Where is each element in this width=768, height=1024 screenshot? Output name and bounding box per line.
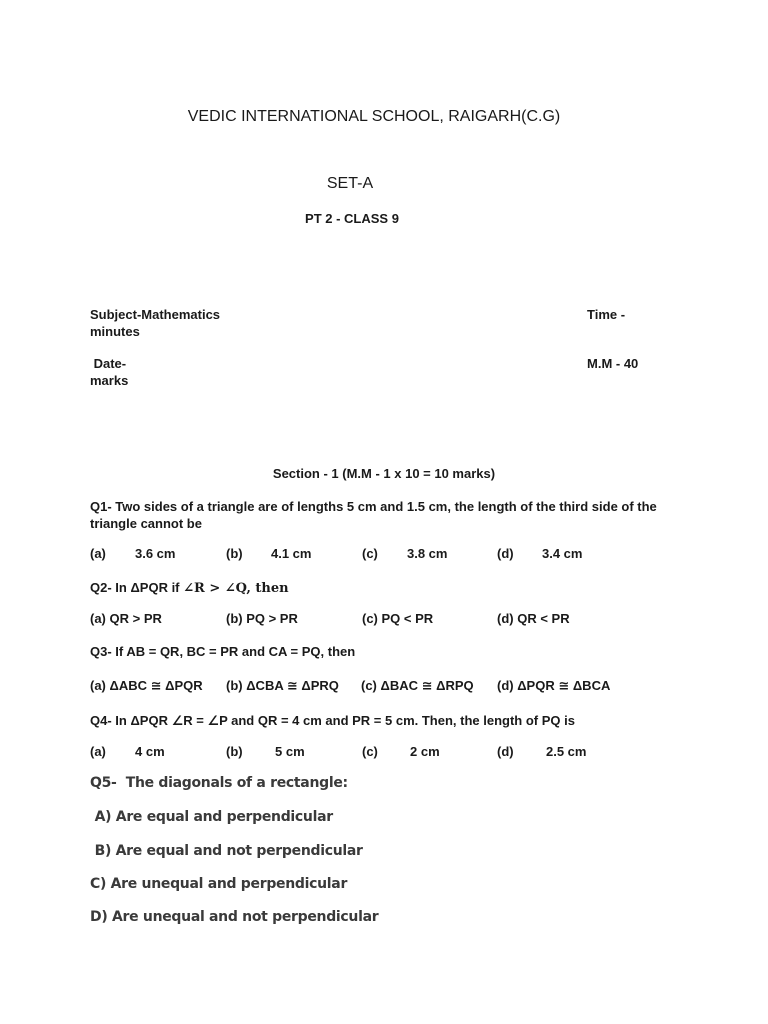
- q1-option-a-value: 3.6 cm: [135, 546, 176, 561]
- q1-option-b-label: (b): [226, 546, 243, 561]
- q3-option-b: (b) ΔCBA ≅ ΔPRQ: [226, 678, 339, 693]
- q3-option-a: (a) ΔABC ≅ ΔPQR: [90, 678, 203, 693]
- question-1: Q1- Two sides of a triangle are of lengths 5 cm and 1.5 cm, the length of the third side of the triangle cannot be: [90, 499, 657, 531]
- time-label: Time -: [587, 307, 626, 322]
- q4-option-d-value: 2.5 cm: [546, 744, 587, 759]
- date-label: Date-: [90, 356, 127, 371]
- q4-option-b-value: 5 cm: [275, 744, 305, 759]
- question-2: [90, 579, 289, 597]
- q3-option-c: (c) ΔBAC ≅ ΔRPQ: [361, 678, 474, 693]
- q5-option-b: B) Are equal and not perpendicular: [90, 843, 363, 859]
- q4-option-a-value: 4 cm: [135, 744, 165, 759]
- subject-label: Subject-Mathematics: [90, 307, 221, 322]
- q2-option-d: (d) QR < PR: [497, 611, 570, 626]
- question-3: Q3- If AB = QR, BC = PR and CA = PQ, then: [90, 644, 356, 659]
- question-2-math: ∠R > ∠Q, then: [183, 581, 289, 596]
- set-title: SET-A: [326, 175, 374, 192]
- q1-option-a-label: (a): [90, 546, 106, 561]
- q2-option-c: (c) PQ < PR: [362, 611, 434, 626]
- max-marks-label: M.M - 40: [587, 356, 639, 371]
- exam-title: PT 2 - CLASS 9: [305, 211, 399, 226]
- question-5: Q5- The diagonals of a rectangle:: [90, 775, 348, 791]
- school-name: VEDIC INTERNATIONAL SCHOOL, RAIGARH(C.G): [187, 108, 561, 125]
- section-heading: Section - 1 (M.M - 1 x 10 = 10 marks): [272, 466, 496, 481]
- q1-option-d-value: 3.4 cm: [542, 546, 583, 561]
- q4-option-d-label: (d): [497, 744, 514, 759]
- q5-option-d: D) Are unequal and not perpendicular: [90, 909, 379, 925]
- q1-option-c-label: (c): [362, 546, 378, 561]
- q1-option-b-value: 4.1 cm: [271, 546, 312, 561]
- q3-option-d: (d) ΔPQR ≅ ΔBCA: [497, 678, 611, 693]
- question-2-prefix: Q2- In ΔPQR if: [90, 580, 184, 595]
- q5-option-c: C) Are unequal and perpendicular: [90, 876, 348, 892]
- q2-option-a: (a) QR > PR: [90, 611, 162, 626]
- q2-option-b: (b) PQ > PR: [226, 611, 298, 626]
- minutes-label: minutes: [90, 324, 140, 339]
- q1-option-d-label: (d): [497, 546, 514, 561]
- marks-label: marks: [90, 373, 129, 388]
- q5-option-a: A) Are equal and perpendicular: [90, 809, 333, 825]
- q4-option-b-label: (b): [226, 744, 243, 759]
- q4-option-c-value: 2 cm: [410, 744, 440, 759]
- q4-option-c-label: (c): [362, 744, 378, 759]
- q1-option-c-value: 3.8 cm: [407, 546, 448, 561]
- question-4: Q4- In ΔPQR ∠R = ∠P and QR = 4 cm and PR = 5 cm. Then, the length of PQ is: [90, 713, 575, 728]
- q4-option-a-label: (a): [90, 744, 106, 759]
